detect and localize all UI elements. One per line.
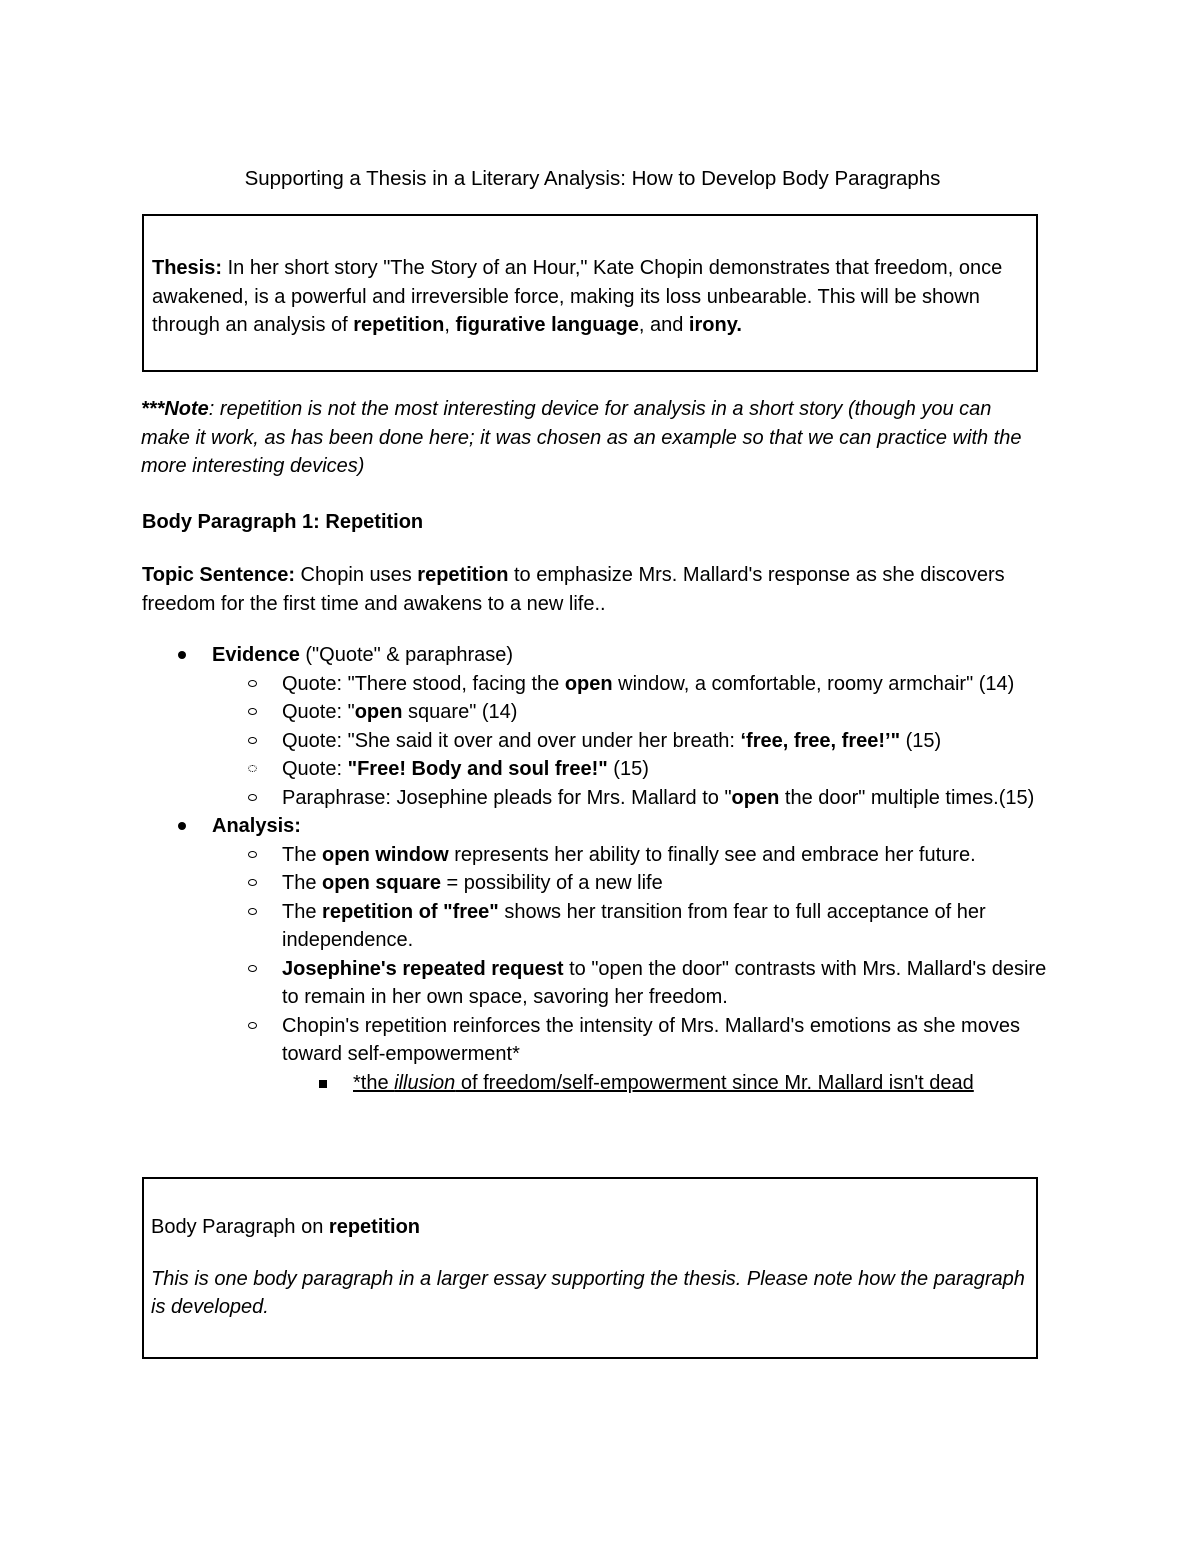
evidence-item <box>142 641 1052 670</box>
topic-sentence <box>142 561 1042 618</box>
circle-bullet-icon <box>248 879 257 886</box>
item-text: window, a comfortable, roomy armchair" (14) <box>612 672 1015 695</box>
evidence-quote <box>142 670 1052 699</box>
device-repetition: repetition <box>353 314 445 336</box>
item-text: (15) <box>607 758 649 780</box>
paragraph-box-bold: repetition <box>328 1216 421 1238</box>
item-text: *the <box>353 1071 395 1094</box>
circle-bullet-icon <box>248 737 257 744</box>
thesis-box <box>142 214 1038 372</box>
note-paragraph <box>141 395 1041 481</box>
device-irony: irony. <box>688 314 742 336</box>
item-text: The <box>282 900 323 923</box>
topic-text: Chopin uses <box>295 564 418 586</box>
item-text: Quote: <box>282 758 348 780</box>
page-title: Supporting a Thesis in a Literary Analysis: How to Develop Body Paragraphs <box>244 167 941 190</box>
analysis-subpoint <box>142 1069 1052 1098</box>
item-text: shows her transition from fear to full acceptance of her independence. <box>282 900 986 951</box>
item-text: of freedom/self-empowerment since Mr. Mallard isn't dead <box>455 1071 974 1094</box>
paragraph-box-note: This is one body paragraph in a larger essay supporting the thesis. Please note how the paragraph is developed. <box>151 1267 1025 1318</box>
item-bold: repetition of "free" <box>322 900 499 923</box>
thesis-text <box>152 254 1028 340</box>
outline-list <box>142 641 1052 1097</box>
item-bold: "Free! Body and soul free!" <box>347 758 608 780</box>
topic-bold: repetition <box>417 564 509 586</box>
item-bold: open window <box>322 843 449 866</box>
item-bold: open <box>564 672 613 695</box>
evidence-text: ("Quote" & paraphrase) <box>299 644 514 666</box>
circle-bullet-icon <box>248 708 257 715</box>
circle-bullet-icon <box>248 765 257 772</box>
item-text: to "open the door" contrasts with Mrs. Mallard's desire to remain in her own space, savoring her freedom. <box>282 957 1047 1008</box>
item-text: Chopin's repetition reinforces the intensity of Mrs. Mallard's emotions as she moves toward self-empowerment* <box>282 1014 1020 1065</box>
analysis-point <box>142 1012 1052 1069</box>
item-text: represents her ability to finally see and embrace her future. <box>448 843 976 866</box>
analysis-point <box>142 898 1052 955</box>
evidence-paraphrase <box>142 784 1052 813</box>
bullet-icon <box>178 822 186 830</box>
square-bullet-icon <box>319 1080 327 1088</box>
thesis-body: In her short story "The Story of an Hour," Kate Chopin demonstrates that freedom, once awakened, is a powerful and irreversible force, making its loss unbearable. This will be shown through an analysis of <box>152 257 1003 336</box>
circle-bullet-icon <box>248 851 257 858</box>
item-text: the door" multiple times.(15) <box>779 786 1035 809</box>
item-text: The <box>282 843 323 866</box>
item-bold: open <box>354 701 403 723</box>
evidence-quote <box>142 727 1052 756</box>
topic-label: Topic Sentence: <box>142 564 295 586</box>
topic-text: to emphasize Mrs. Mallard's response as she discovers freedom for the first time and awakens to a new life.. <box>142 564 1005 615</box>
item-text: Quote: " <box>282 701 355 723</box>
evidence-quote <box>142 755 1052 784</box>
thesis-separator: , and <box>638 314 689 336</box>
analysis-point <box>142 869 1052 898</box>
thesis-label: Thesis: <box>152 257 223 279</box>
item-text: The <box>282 872 323 894</box>
item-bold: ‘free, free, free!’" <box>740 729 901 752</box>
bullet-icon <box>178 651 186 659</box>
circle-bullet-icon <box>248 908 257 915</box>
device-figurative-language: figurative language <box>455 314 639 336</box>
item-bold: open square <box>322 872 441 894</box>
section-heading: Body Paragraph 1: Repetition <box>142 511 424 533</box>
item-italic: illusion <box>394 1071 456 1094</box>
item-text: Quote: "There stood, facing the <box>282 672 565 695</box>
circle-bullet-icon <box>248 1022 257 1029</box>
item-bold: open <box>731 786 780 809</box>
item-text: (15) <box>900 729 942 752</box>
item-text: Paraphrase: Josephine pleads for Mrs. Mallard to " <box>282 786 732 809</box>
analysis-point <box>142 955 1052 1012</box>
item-text: = possibility of a new life <box>440 872 663 894</box>
item-text: Quote: "She said it over and over under her breath: <box>282 729 741 752</box>
circle-bullet-icon <box>248 794 257 801</box>
item-bold: Josephine's repeated request <box>282 957 564 980</box>
paragraph-box-heading <box>151 1213 1028 1242</box>
item-text: square" (14) <box>402 701 518 723</box>
thesis-separator: , <box>444 314 456 336</box>
note-text: : repetition is not the most interesting device for analysis in a short story (though you can make it work, as has been done here; it was chosen as an example so that we can practice with the more interesting devices) <box>141 398 1022 477</box>
note-label: ***Note <box>141 398 209 420</box>
subpoint-text <box>353 1072 974 1094</box>
evidence-label: Evidence <box>212 644 300 666</box>
paragraph-box-label: Body Paragraph on <box>151 1216 329 1238</box>
evidence-quote <box>142 698 1052 727</box>
circle-bullet-icon <box>248 680 257 687</box>
analysis-point <box>142 841 1052 870</box>
analysis-label: Analysis: <box>212 815 301 837</box>
circle-bullet-icon <box>248 965 257 972</box>
analysis-item <box>142 812 1052 841</box>
paragraph-box <box>142 1177 1038 1359</box>
